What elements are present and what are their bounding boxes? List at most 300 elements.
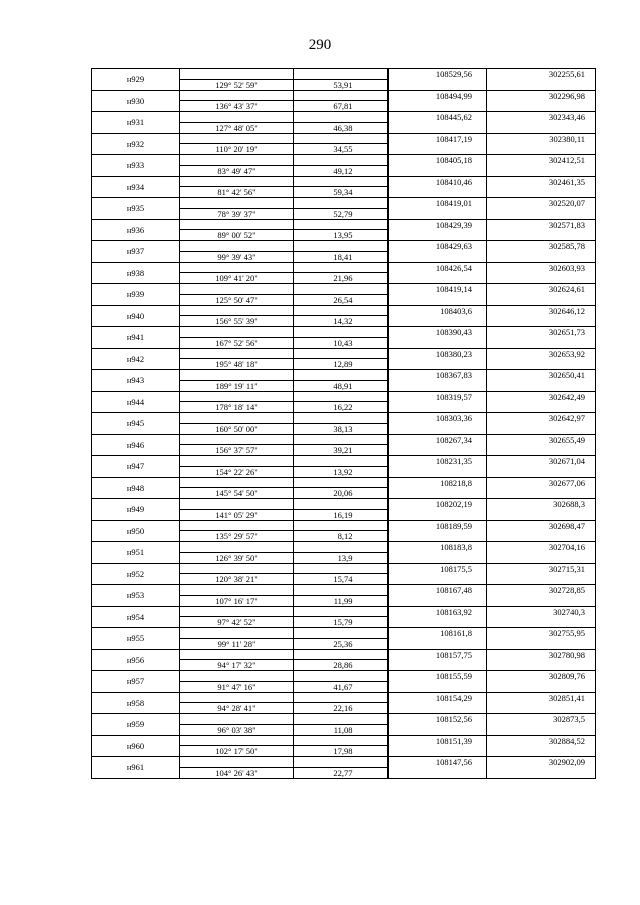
segment-length-cell: 8,12: [294, 531, 388, 542]
point-x-cell: 108380,23: [388, 348, 487, 359]
point-row: [92, 90, 596, 101]
segment-angle-cell: 107° 16' 17": [180, 595, 294, 606]
segment-length-cell: 15,79: [294, 617, 388, 628]
point-x-cell: 108147,56: [388, 757, 487, 768]
point-empty-cell: [294, 735, 388, 746]
point-row: [92, 305, 596, 316]
point-empty-cell: [294, 456, 388, 467]
segment-length-cell: 15,74: [294, 574, 388, 585]
segment-angle-cell: 195° 48' 18": [180, 359, 294, 370]
segment-empty-cell: [487, 380, 596, 391]
segment-empty-cell: [487, 79, 596, 90]
segment-angle-cell: 167° 52' 56": [180, 337, 294, 348]
point-empty-cell: [180, 176, 294, 187]
point-x-cell: 108367,83: [388, 370, 487, 381]
point-empty-cell: [180, 284, 294, 295]
point-empty-cell: [180, 649, 294, 660]
segment-empty-cell: [388, 251, 487, 262]
point-row: [92, 542, 596, 553]
point-name-cell: н957: [92, 671, 180, 693]
point-x-cell: 108175,5: [388, 563, 487, 574]
segment-angle-cell: 102° 17' 50": [180, 746, 294, 757]
segment-empty-cell: [388, 294, 487, 305]
point-name-cell: н942: [92, 348, 180, 370]
point-row: [92, 434, 596, 445]
point-x-cell: 108189,59: [388, 520, 487, 531]
segment-empty-cell: [388, 402, 487, 413]
point-row: [92, 198, 596, 209]
point-empty-cell: [294, 241, 388, 252]
point-empty-cell: [294, 542, 388, 553]
segment-empty-cell: [487, 101, 596, 112]
point-name-cell: н956: [92, 649, 180, 671]
point-y-cell: 302585,78: [487, 241, 596, 252]
segment-empty-cell: [388, 316, 487, 327]
point-empty-cell: [294, 370, 388, 381]
point-row: [92, 155, 596, 166]
segment-angle-cell: 126° 39' 50": [180, 552, 294, 563]
segment-length-cell: 67,81: [294, 101, 388, 112]
segment-empty-cell: [487, 294, 596, 305]
segment-angle-cell: 178° 18' 14": [180, 402, 294, 413]
segment-empty-cell: [388, 273, 487, 284]
segment-angle-cell: 154° 22' 26": [180, 466, 294, 477]
point-empty-cell: [294, 69, 388, 80]
point-empty-cell: [294, 176, 388, 187]
coordinates-table-body: [92, 69, 596, 779]
point-y-cell: 302412,51: [487, 155, 596, 166]
point-x-cell: 108319,57: [388, 391, 487, 402]
point-name-cell: н944: [92, 391, 180, 413]
point-empty-cell: [294, 606, 388, 617]
segment-empty-cell: [487, 724, 596, 735]
segment-empty-cell: [388, 531, 487, 542]
segment-angle-cell: 99° 11' 28": [180, 638, 294, 649]
point-x-cell: 108202,19: [388, 499, 487, 510]
segment-angle-cell: 78° 39' 37": [180, 208, 294, 219]
segment-empty-cell: [388, 595, 487, 606]
point-name-cell: н936: [92, 219, 180, 241]
point-y-cell: 302655,49: [487, 434, 596, 445]
point-empty-cell: [180, 542, 294, 553]
point-empty-cell: [294, 692, 388, 703]
point-empty-cell: [180, 219, 294, 230]
segment-angle-cell: 89° 00' 52": [180, 230, 294, 241]
point-y-cell: 302740,3: [487, 606, 596, 617]
point-y-cell: 302688,3: [487, 499, 596, 510]
segment-empty-cell: [388, 767, 487, 778]
segment-length-cell: 49,12: [294, 165, 388, 176]
point-name-cell: н929: [92, 69, 180, 91]
point-empty-cell: [294, 112, 388, 123]
point-name-cell: н947: [92, 456, 180, 478]
point-y-cell: 302671,04: [487, 456, 596, 467]
point-row: [92, 757, 596, 768]
point-row: [92, 456, 596, 467]
point-empty-cell: [294, 327, 388, 338]
point-empty-cell: [294, 434, 388, 445]
segment-empty-cell: [487, 767, 596, 778]
point-empty-cell: [294, 628, 388, 639]
point-empty-cell: [294, 391, 388, 402]
segment-angle-cell: 120° 38' 21": [180, 574, 294, 585]
point-name-cell: н951: [92, 542, 180, 564]
segment-empty-cell: [487, 165, 596, 176]
segment-angle-cell: 94° 28' 41": [180, 703, 294, 714]
point-empty-cell: [294, 757, 388, 768]
segment-length-cell: 48,91: [294, 380, 388, 391]
segment-empty-cell: [487, 337, 596, 348]
segment-empty-cell: [388, 445, 487, 456]
point-empty-cell: [180, 112, 294, 123]
point-empty-cell: [180, 305, 294, 316]
point-y-cell: 302296,98: [487, 90, 596, 101]
segment-angle-cell: 91° 47' 16": [180, 681, 294, 692]
point-x-cell: 108161,8: [388, 628, 487, 639]
segment-empty-cell: [388, 509, 487, 520]
point-row: [92, 563, 596, 574]
segment-empty-cell: [487, 423, 596, 434]
point-empty-cell: [180, 477, 294, 488]
point-empty-cell: [180, 735, 294, 746]
segment-empty-cell: [487, 359, 596, 370]
segment-length-cell: 18,41: [294, 251, 388, 262]
point-empty-cell: [294, 585, 388, 596]
point-empty-cell: [294, 155, 388, 166]
point-name-cell: н961: [92, 757, 180, 779]
point-name-cell: н949: [92, 499, 180, 521]
point-x-cell: 108154,29: [388, 692, 487, 703]
segment-angle-cell: 145° 54' 50": [180, 488, 294, 499]
point-y-cell: 302650,41: [487, 370, 596, 381]
segment-angle-cell: 129° 52' 59": [180, 79, 294, 90]
point-row: [92, 391, 596, 402]
segment-length-cell: 38,13: [294, 423, 388, 434]
point-empty-cell: [294, 714, 388, 725]
point-empty-cell: [294, 133, 388, 144]
segment-angle-cell: 156° 55' 39": [180, 316, 294, 327]
segment-empty-cell: [388, 423, 487, 434]
point-row: [92, 327, 596, 338]
segment-empty-cell: [388, 187, 487, 198]
segment-empty-cell: [487, 488, 596, 499]
point-row: [92, 735, 596, 746]
segment-empty-cell: [487, 445, 596, 456]
point-name-cell: н935: [92, 198, 180, 220]
point-x-cell: 108429,39: [388, 219, 487, 230]
point-x-cell: 108494,99: [388, 90, 487, 101]
segment-length-cell: 13,92: [294, 466, 388, 477]
point-y-cell: 302343,46: [487, 112, 596, 123]
point-empty-cell: [180, 671, 294, 682]
point-row: [92, 692, 596, 703]
point-empty-cell: [294, 649, 388, 660]
point-row: [92, 219, 596, 230]
point-row: [92, 585, 596, 596]
segment-empty-cell: [487, 251, 596, 262]
point-empty-cell: [294, 262, 388, 273]
point-row: [92, 262, 596, 273]
segment-length-cell: 11,08: [294, 724, 388, 735]
point-y-cell: 302755,95: [487, 628, 596, 639]
point-name-cell: н952: [92, 563, 180, 585]
point-name-cell: н938: [92, 262, 180, 284]
point-empty-cell: [180, 606, 294, 617]
point-empty-cell: [294, 198, 388, 209]
segment-length-cell: 13,9: [294, 552, 388, 563]
point-name-cell: н954: [92, 606, 180, 628]
point-row: [92, 413, 596, 424]
segment-empty-cell: [487, 681, 596, 692]
point-empty-cell: [294, 499, 388, 510]
point-y-cell: 302698,47: [487, 520, 596, 531]
segment-length-cell: 28,86: [294, 660, 388, 671]
point-y-cell: 302646,12: [487, 305, 596, 316]
segment-length-cell: 39,21: [294, 445, 388, 456]
segment-length-cell: 59,34: [294, 187, 388, 198]
segment-angle-cell: 125° 50' 47": [180, 294, 294, 305]
point-y-cell: 302571,83: [487, 219, 596, 230]
point-x-cell: 108151,39: [388, 735, 487, 746]
segment-empty-cell: [487, 574, 596, 585]
point-empty-cell: [180, 69, 294, 80]
segment-empty-cell: [388, 488, 487, 499]
point-x-cell: 108152,56: [388, 714, 487, 725]
segment-empty-cell: [487, 746, 596, 757]
segment-angle-cell: 136° 43' 37": [180, 101, 294, 112]
point-row: [92, 348, 596, 359]
point-x-cell: 108426,54: [388, 262, 487, 273]
segment-empty-cell: [487, 187, 596, 198]
point-row: [92, 649, 596, 660]
segment-angle-cell: 109° 41' 20": [180, 273, 294, 284]
point-empty-cell: [294, 348, 388, 359]
segment-empty-cell: [487, 273, 596, 284]
segment-empty-cell: [487, 316, 596, 327]
segment-empty-cell: [388, 165, 487, 176]
segment-angle-cell: 127° 48' 05": [180, 122, 294, 133]
segment-angle-cell: 160° 50' 00": [180, 423, 294, 434]
point-x-cell: 108163,92: [388, 606, 487, 617]
point-empty-cell: [180, 198, 294, 209]
point-y-cell: 302780,98: [487, 649, 596, 660]
segment-length-cell: 10,43: [294, 337, 388, 348]
segment-empty-cell: [487, 531, 596, 542]
segment-empty-cell: [388, 617, 487, 628]
point-row: [92, 499, 596, 510]
point-empty-cell: [180, 456, 294, 467]
point-name-cell: н934: [92, 176, 180, 198]
point-y-cell: 302902,09: [487, 757, 596, 768]
point-y-cell: 302851,41: [487, 692, 596, 703]
point-empty-cell: [180, 499, 294, 510]
point-name-cell: н945: [92, 413, 180, 435]
segment-empty-cell: [487, 466, 596, 477]
point-empty-cell: [294, 520, 388, 531]
point-x-cell: 108183,8: [388, 542, 487, 553]
segment-angle-cell: 141° 05' 29": [180, 509, 294, 520]
point-name-cell: н953: [92, 585, 180, 607]
segment-length-cell: 16,19: [294, 509, 388, 520]
point-y-cell: 302884,52: [487, 735, 596, 746]
point-name-cell: н943: [92, 370, 180, 392]
point-empty-cell: [180, 90, 294, 101]
segment-empty-cell: [388, 703, 487, 714]
segment-angle-cell: 104° 26' 43": [180, 767, 294, 778]
point-empty-cell: [294, 563, 388, 574]
segment-length-cell: 41,67: [294, 681, 388, 692]
point-x-cell: 108405,18: [388, 155, 487, 166]
point-y-cell: 302873,5: [487, 714, 596, 725]
segment-length-cell: 53,91: [294, 79, 388, 90]
segment-empty-cell: [487, 144, 596, 155]
point-empty-cell: [294, 284, 388, 295]
segment-angle-cell: 135° 29' 57": [180, 531, 294, 542]
segment-angle-cell: 94° 17' 32": [180, 660, 294, 671]
point-empty-cell: [180, 520, 294, 531]
point-x-cell: 108267,34: [388, 434, 487, 445]
segment-empty-cell: [388, 337, 487, 348]
point-empty-cell: [180, 585, 294, 596]
point-x-cell: 108410,46: [388, 176, 487, 187]
segment-length-cell: 26,54: [294, 294, 388, 305]
point-y-cell: 302651,73: [487, 327, 596, 338]
segment-length-cell: 52,79: [294, 208, 388, 219]
point-x-cell: 108445,62: [388, 112, 487, 123]
segment-length-cell: 34,55: [294, 144, 388, 155]
point-y-cell: 302653,92: [487, 348, 596, 359]
point-x-cell: 108429,63: [388, 241, 487, 252]
page-number: 290: [308, 37, 332, 53]
segment-empty-cell: [388, 144, 487, 155]
point-row: [92, 671, 596, 682]
segment-angle-cell: 189° 19' 11": [180, 380, 294, 391]
point-empty-cell: [294, 671, 388, 682]
point-name-cell: н948: [92, 477, 180, 499]
point-empty-cell: [180, 133, 294, 144]
segment-empty-cell: [487, 402, 596, 413]
segment-empty-cell: [388, 660, 487, 671]
point-y-cell: 302704,16: [487, 542, 596, 553]
segment-empty-cell: [487, 638, 596, 649]
segment-empty-cell: [388, 122, 487, 133]
point-name-cell: н933: [92, 155, 180, 177]
point-y-cell: 302809,76: [487, 671, 596, 682]
segment-length-cell: 13,95: [294, 230, 388, 241]
point-x-cell: 108390,43: [388, 327, 487, 338]
segment-length-cell: 20,06: [294, 488, 388, 499]
segment-angle-cell: 83° 49' 47": [180, 165, 294, 176]
point-name-cell: н960: [92, 735, 180, 757]
segment-empty-cell: [487, 595, 596, 606]
segment-empty-cell: [487, 230, 596, 241]
point-row: [92, 370, 596, 381]
point-name-cell: н931: [92, 112, 180, 134]
point-y-cell: 302624,61: [487, 284, 596, 295]
point-row: [92, 606, 596, 617]
segment-empty-cell: [388, 681, 487, 692]
segment-length-cell: 14,32: [294, 316, 388, 327]
point-name-cell: н950: [92, 520, 180, 542]
segment-empty-cell: [487, 509, 596, 520]
point-empty-cell: [294, 219, 388, 230]
point-name-cell: н958: [92, 692, 180, 714]
point-name-cell: н940: [92, 305, 180, 327]
point-name-cell: н932: [92, 133, 180, 155]
segment-empty-cell: [388, 574, 487, 585]
segment-angle-cell: 156° 37' 57": [180, 445, 294, 456]
point-name-cell: н939: [92, 284, 180, 306]
segment-empty-cell: [487, 122, 596, 133]
point-y-cell: 302380,11: [487, 133, 596, 144]
point-y-cell: 302728,85: [487, 585, 596, 596]
segment-angle-cell: 99° 39' 43": [180, 251, 294, 262]
segment-angle-cell: 110° 20' 19": [180, 144, 294, 155]
point-empty-cell: [180, 155, 294, 166]
point-empty-cell: [180, 327, 294, 338]
point-row: [92, 284, 596, 295]
point-row: [92, 520, 596, 531]
segment-empty-cell: [388, 101, 487, 112]
point-empty-cell: [180, 370, 294, 381]
point-x-cell: 108419,01: [388, 198, 487, 209]
segment-angle-cell: 81° 42' 56": [180, 187, 294, 198]
segment-empty-cell: [388, 638, 487, 649]
segment-angle-cell: 96° 03' 38": [180, 724, 294, 735]
segment-empty-cell: [388, 79, 487, 90]
point-x-cell: 108157,75: [388, 649, 487, 660]
point-row: [92, 477, 596, 488]
segment-length-cell: 46,38: [294, 122, 388, 133]
segment-length-cell: 22,16: [294, 703, 388, 714]
point-empty-cell: [180, 262, 294, 273]
point-y-cell: 302520,07: [487, 198, 596, 209]
point-y-cell: 302255,61: [487, 69, 596, 80]
point-empty-cell: [294, 477, 388, 488]
segment-length-cell: 21,96: [294, 273, 388, 284]
point-empty-cell: [180, 692, 294, 703]
segment-empty-cell: [388, 380, 487, 391]
point-empty-cell: [294, 90, 388, 101]
point-row: [92, 69, 596, 80]
point-empty-cell: [180, 628, 294, 639]
point-y-cell: 302677,06: [487, 477, 596, 488]
point-empty-cell: [180, 413, 294, 424]
point-y-cell: 302603,93: [487, 262, 596, 273]
segment-length-cell: 16,22: [294, 402, 388, 413]
point-row: [92, 112, 596, 123]
coordinates-table: [91, 68, 596, 779]
segment-empty-cell: [388, 466, 487, 477]
segment-length-cell: 11,99: [294, 595, 388, 606]
point-x-cell: 108155,59: [388, 671, 487, 682]
segment-empty-cell: [388, 359, 487, 370]
segment-empty-cell: [388, 746, 487, 757]
segment-angle-cell: 97° 42' 52": [180, 617, 294, 628]
segment-empty-cell: [388, 208, 487, 219]
point-y-cell: 302642,49: [487, 391, 596, 402]
segment-empty-cell: [487, 617, 596, 628]
point-y-cell: 302642,97: [487, 413, 596, 424]
point-empty-cell: [180, 757, 294, 768]
point-y-cell: 302715,31: [487, 563, 596, 574]
point-empty-cell: [180, 241, 294, 252]
point-name-cell: н959: [92, 714, 180, 736]
segment-empty-cell: [388, 230, 487, 241]
point-x-cell: 108231,35: [388, 456, 487, 467]
point-name-cell: н955: [92, 628, 180, 650]
segment-empty-cell: [487, 660, 596, 671]
